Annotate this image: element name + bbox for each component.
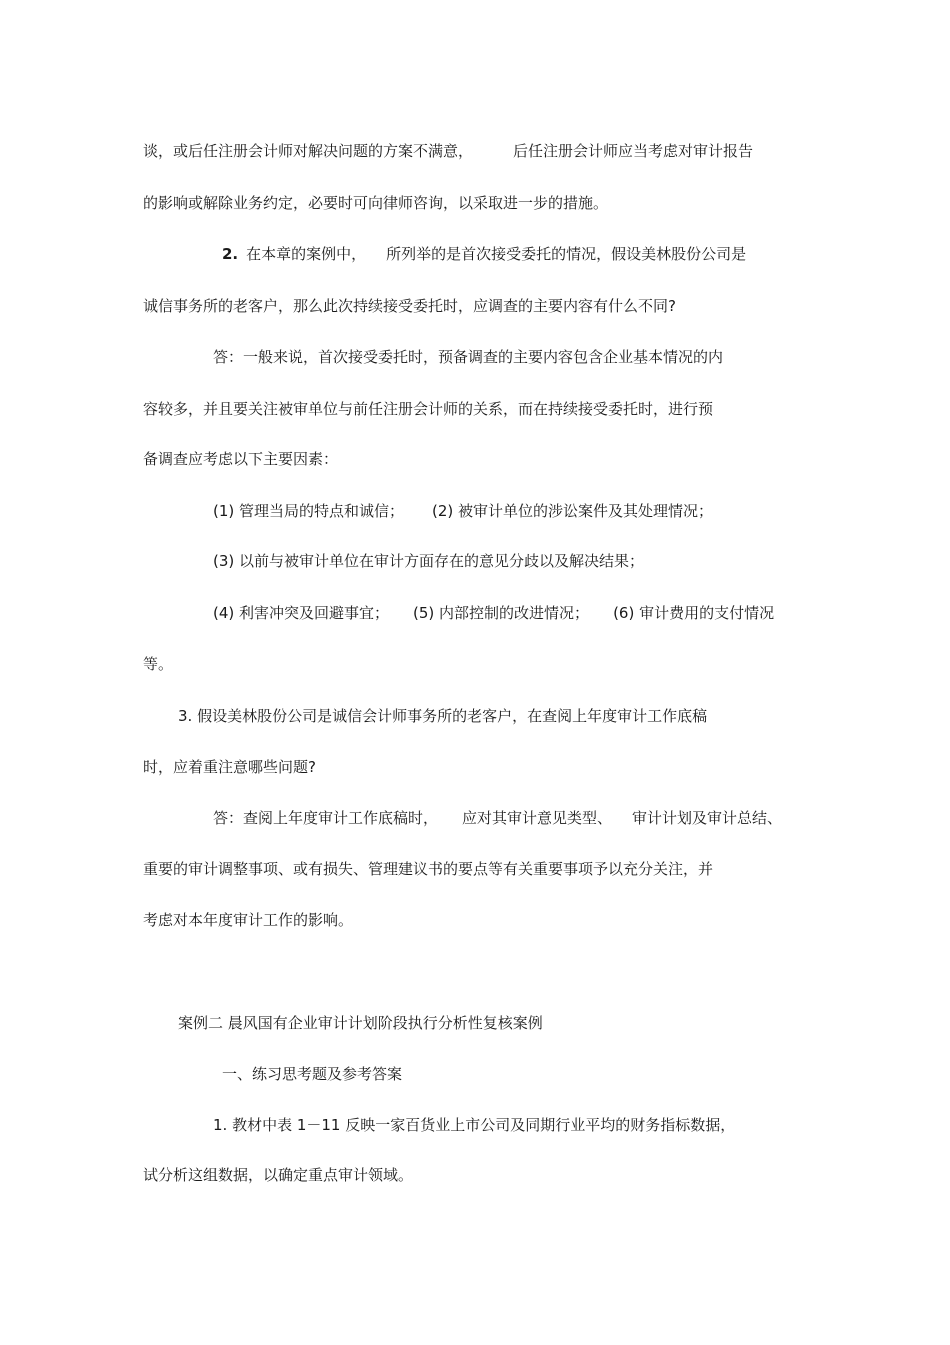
list-item: (2) 被审计单位的涉讼案件及其处理情况； <box>432 502 714 520</box>
list-item: (6) 审计费用的支付情况 <box>613 604 775 622</box>
question-3-line-1: 3. 假设美林股份公司是诚信会计师事务所的老客户，在查阅上年度审计工作底稿 <box>178 707 708 725</box>
text-segment: 所列举的是首次接受委托的情况，假设美林股份公司是 <box>386 245 747 263</box>
paragraph-line-2: 的影响或解除业务约定，必要时可向律师咨询，以采取进一步的措施。 <box>143 194 609 212</box>
text-segment: 谈，或后任注册会计师对解决问题的方案不满意， <box>143 142 474 160</box>
question-2-line-1 <box>222 244 746 264</box>
text-segment: 在本章的案例中， <box>246 245 367 263</box>
text-segment: 应对其审计意见类型、 <box>462 809 613 827</box>
exercise-1-line-1: 1. 教材中表 1－11 反映一家百货业上市公司及同期行业平均的财务指标数据， <box>213 1116 736 1134</box>
answer-2-line-1: 答：一般来说，首次接受委托时，预备调查的主要内容包含企业基本情况的内 <box>213 348 724 366</box>
text-segment: 答：查阅上年度审计工作底稿时， <box>213 809 439 827</box>
list-line-1 <box>213 501 713 521</box>
paragraph-line-1 <box>143 141 753 161</box>
answer-2-line-2: 容较多，并且要关注被审单位与前任注册会计师的关系，而在持续接受委托时，进行预 <box>143 400 714 418</box>
case-heading: 案例二 晨风国有企业审计计划阶段执行分析性复核案例 <box>178 1014 543 1032</box>
answer-3-line-3: 考虑对本年度审计工作的影响。 <box>143 911 354 929</box>
question-3-line-2: 时，应着重注意哪些问题? <box>143 758 316 776</box>
text-segment: 审计计划及审计总结、 <box>632 809 783 827</box>
text-segment: 后任注册会计师应当考虑对审计报告 <box>513 142 754 160</box>
exercise-1-line-2: 试分析这组数据，以确定重点审计领域。 <box>143 1166 414 1184</box>
question-2-line-2: 诚信事务所的老客户，那么此次持续接受委托时，应调查的主要内容有什么不同? <box>143 297 676 315</box>
answer-2-line-3: 备调查应考虑以下主要因素： <box>143 450 339 468</box>
question-number: 2. <box>222 245 239 263</box>
answer-3-line-1 <box>213 808 782 828</box>
list-item: (5) 内部控制的改进情况； <box>413 604 590 622</box>
answer-3-line-2: 重要的审计调整事项、或有损失、管理建议书的要点等有关重要事项予以充分关注，并 <box>143 860 714 878</box>
list-line-4: 等。 <box>143 655 174 673</box>
list-line-3 <box>213 603 774 623</box>
list-line-2: (3) 以前与被审计单位在审计方面存在的意见分歧以及解决结果； <box>213 552 645 570</box>
list-item: (4) 利害冲突及回避事宜； <box>213 604 390 622</box>
list-item: (1) 管理当局的特点和诚信； <box>213 502 405 520</box>
section-heading: 一、练习思考题及参考答案 <box>222 1065 403 1083</box>
